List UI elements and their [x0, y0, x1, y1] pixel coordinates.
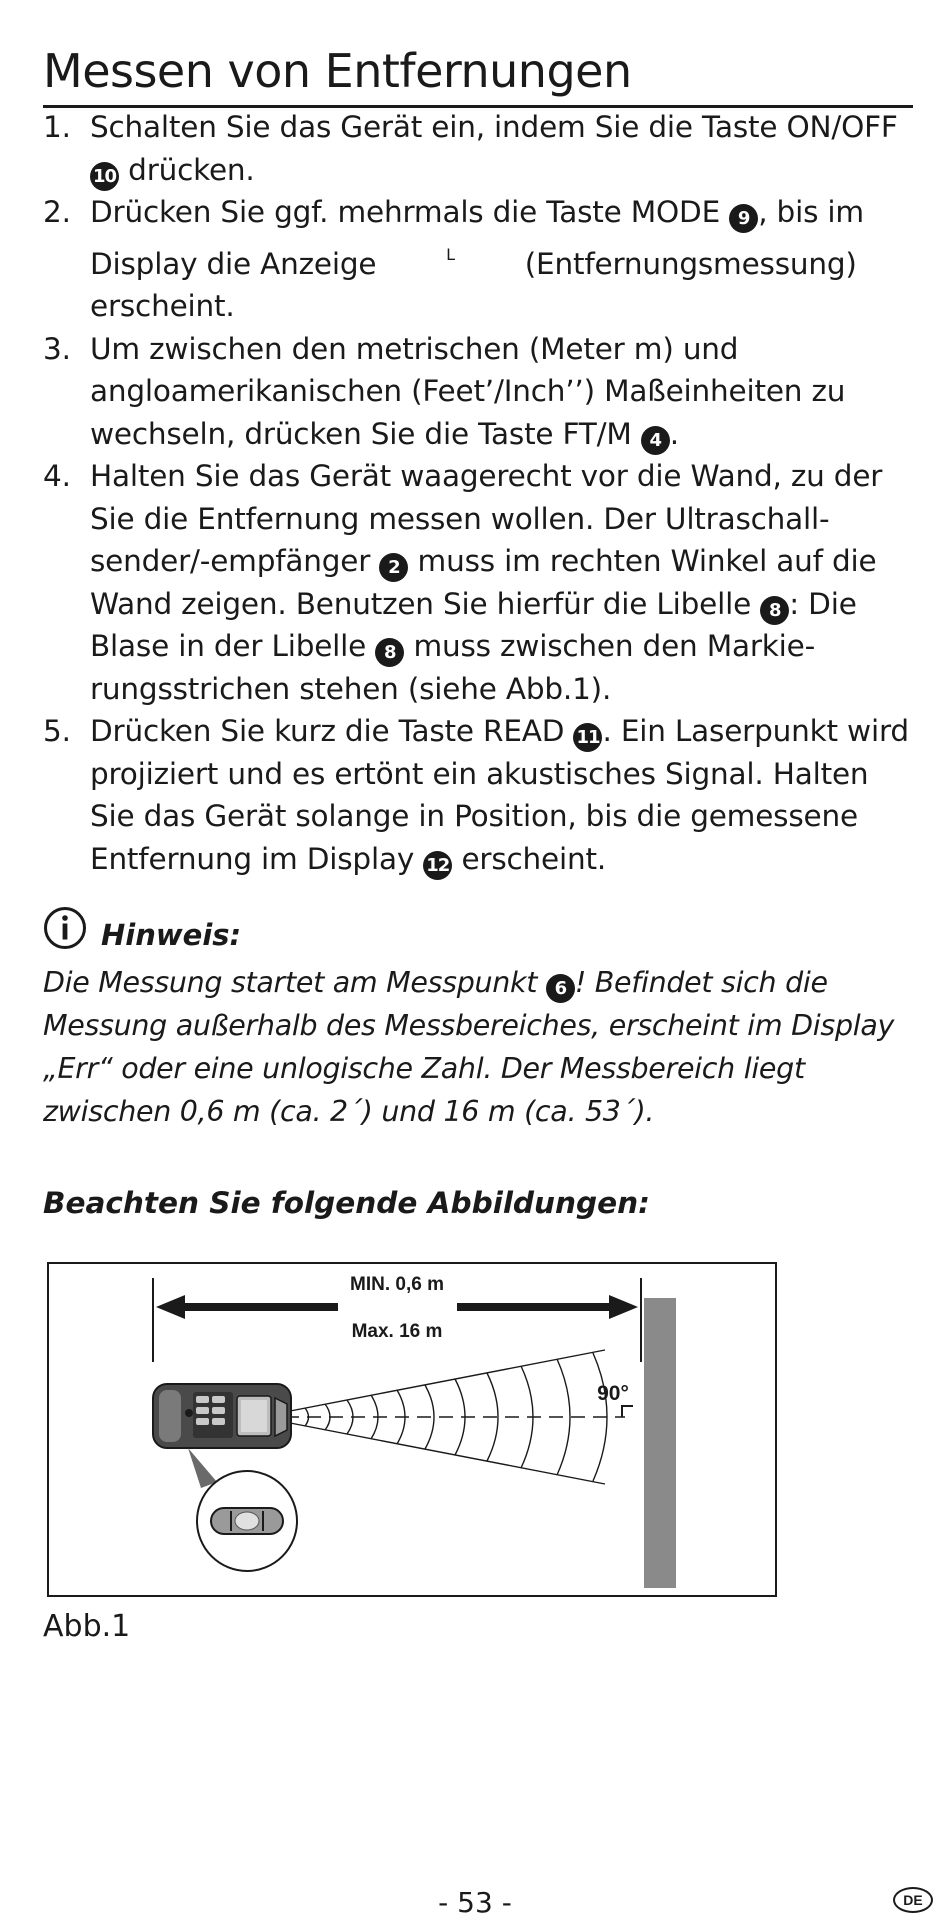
step-text: erscheint.: [452, 841, 606, 876]
step-2: [43, 191, 913, 328]
step-4: [43, 455, 913, 710]
callout-badge: 6: [546, 974, 575, 1003]
step-text: Um zwischen den metrischen (Meter m) und angloamerikanischen (Feet’/Inch’’) Maßeinheiten zu wechseln, drücken Sie die Taste FT/M: [90, 331, 846, 451]
language-badge: DE: [893, 1887, 933, 1913]
figure-caption: Abb.1: [43, 1609, 131, 1644]
note-label: Hinweis:: [101, 918, 242, 952]
callout-badge: 9: [729, 204, 758, 233]
step-text: Halten Sie das Gerät waagerecht vor die Wand, zu der Sie die Entfernung messen wollen. Der Ultraschall-sender/-empfänger: [90, 459, 883, 578]
wall: [644, 1298, 676, 1588]
step-number: 5.: [43, 714, 71, 748]
step-text: Drücken Sie ggf. mehrmals die Taste MODE: [90, 195, 730, 229]
step-text: (Entfernungsmessung) erscheint.: [90, 246, 857, 323]
step-3: [43, 328, 913, 456]
angle-label: 90°: [597, 1382, 629, 1405]
callout-badge: 11: [573, 723, 602, 752]
info-icon: [43, 906, 87, 950]
step-text: muss zwischen den Markie-rungsstrichen stehen (siehe Abb.1).: [90, 629, 816, 706]
step-text: muss im rechten Winkel auf die Wand zeigen. Benutzen Sie hierfür die Libelle: [90, 544, 877, 621]
measuring-device: [153, 1384, 291, 1448]
note-text: [43, 961, 923, 1133]
display-symbol: L: [446, 244, 455, 264]
step-number: 4.: [43, 459, 71, 493]
step-1: [43, 106, 913, 191]
step-number: 1.: [43, 110, 71, 144]
figure-heading: Beachten Sie folgende Abbildungen:: [43, 1186, 650, 1220]
min-distance-label: MIN. 0,6 m: [350, 1274, 444, 1295]
step-text: . Ein Laserpunkt wird projiziert und es ertönt ein akustisches Signal. Halten Sie das Gerät solange in Position, bis die gemessene Entfernung im Display: [90, 714, 909, 876]
callout-badge: 8: [375, 638, 404, 667]
instruction-steps: [43, 106, 913, 880]
callout-badge: 12: [423, 851, 452, 880]
note-text-part: ! Befindet sich die Messung außerhalb des Messbereiches, erscheint im Display „Err“ oder eine unlogische Zahl. Der Messbereich liegt zwischen 0,6 m (ca. 2´) und 16 m (ca. 53´).: [43, 966, 895, 1128]
callout-badge: 2: [379, 553, 408, 582]
step-number: 3.: [43, 331, 71, 366]
callout-badge: 8: [760, 596, 789, 625]
step-text: .: [669, 416, 679, 451]
note-header: [43, 903, 241, 953]
step-text: drücken.: [119, 152, 255, 187]
step-5: [43, 710, 913, 880]
max-distance-label: Max. 16 m: [351, 1321, 443, 1342]
note-text-part: Die Messung startet am Messpunkt: [43, 966, 546, 999]
step-text: : Die Blase in der Libelle: [90, 586, 857, 663]
step-text: Schalten Sie das Gerät ein, indem Sie die Taste ON/OFF: [90, 110, 898, 144]
step-text: Drücken Sie kurz die Taste READ: [90, 714, 574, 748]
page-title: Messen von Entfernungen: [43, 44, 632, 98]
callout-badge: 4: [641, 426, 670, 455]
page-number: - 53 -: [438, 1886, 512, 1919]
step-text: , bis im Display die Anzeige: [90, 195, 864, 281]
step-number: 2.: [43, 195, 71, 229]
callout-badge: 10: [90, 162, 119, 191]
figure-distance-illustration: [47, 1262, 777, 1597]
